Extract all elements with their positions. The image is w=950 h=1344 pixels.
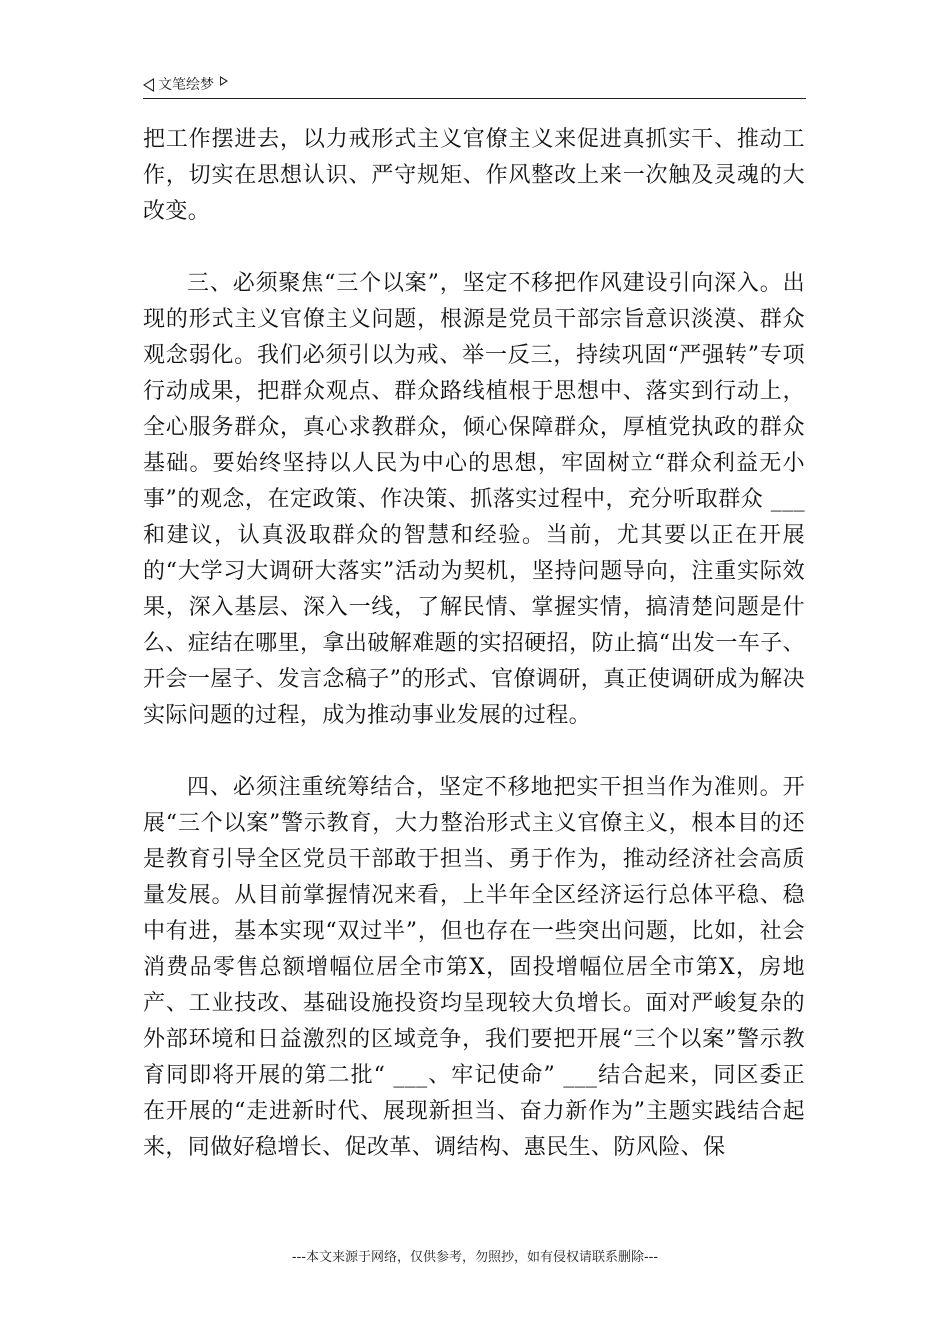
page-header bbox=[143, 72, 806, 99]
paragraph-section-three: 三、必须聚焦“三个以案”，坚定不移把作风建设引向深入。出现的形式主义官僚主义问题，根源是党员干部宗旨意识淡漠、群众观念弱化。我们必须引以为戒、举一反三，持续巩固“严强转”专项行动成果，把群众观点、群众路线植根于思想中、落实到行动上，全心服务群众，真心求教群众，倾心保障群众，厚植党执政的群众基础。要始终坚持以人民为中心的思想，牢固树立“群众利益无小事”的观念，在定政策、作决策、抓落实过程中，充分听取群众 ___和建议，认真汲取群众的智慧和经验。当前，尤其要以正在开展的“大学习大调研大落实”活动为契机，坚持问题导向，注重实际效果，深入基层、深入一线，了解民情、掌握实情，搞清楚问题是什么、症结在哪里，拿出破解难题的实招硬招，防止搞“出发一车子、开会一屋子、发言念稿子”的形式、官僚调研，真正使调研成为解决实际问题的过程，成为推动事业发展的过程。 bbox=[143, 271, 805, 728]
document-body bbox=[143, 122, 805, 1166]
left-triangle-icon bbox=[143, 78, 154, 92]
paragraph-section-four: 四、必须注重统筹结合，坚定不移地把实干担当作为准则。开展“三个以案”警示教育，大力整治形式主义官僚主义，根本目的还是教育引导全区党员干部敢于担当、勇于作为，推动经济社会高质量发展。从目前掌握情况来看，上半年全区经济运行总体平稳、稳中有进，基本实现“双过半”，但也存在一些突出问题，比如，社会消费品零售总额增幅位居全市第X，固投增幅位居全市第X，房地产、工业技改、基础设施投资均呈现较大负增长。面对严峻复杂的外部环境和日益激烈的区域竞争，我们要把开展“三个以案”警示教育同即将开展的第二批“ ___、牢记使命” ___结合起来，同区委正在开展的“走进新时代、展现新担当、奋力新作为”主题实践结合起来，同做好稳增长、促改革、调结构、惠民生、防风险、保 bbox=[143, 775, 805, 1160]
page-footer-disclaimer: ---本文来源于网络，仅供参考，勿照抄，如有侵权请联系删除--- bbox=[291, 1250, 659, 1265]
paragraph-continued: 把工作摆进去，以力戒形式主义官僚主义来促进真抓实干、推动工作，切实在思想认识、严守规矩、作风整改上来一次触及灵魂的大改变。 bbox=[143, 127, 805, 224]
right-triangle-icon bbox=[220, 76, 228, 86]
header-title: 文笔绘梦 bbox=[158, 77, 214, 93]
